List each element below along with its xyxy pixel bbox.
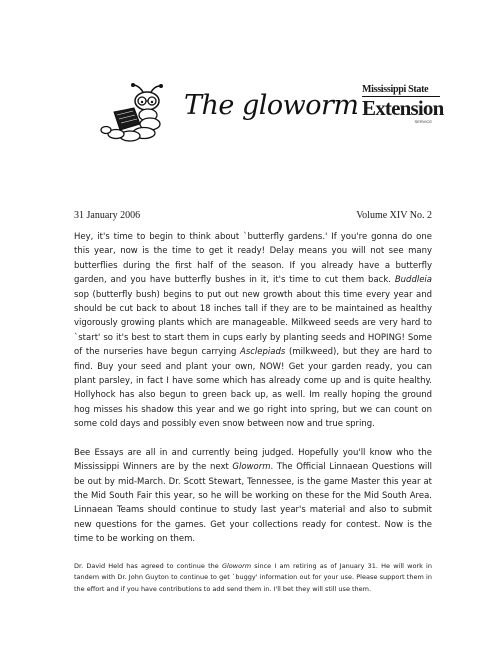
- newsletter-title: The gloworm: [184, 90, 359, 121]
- issue-info: [74, 210, 432, 221]
- paragraph-new-editor: Dr. David Held has agreed to continue the Gloworm since I am retiring as of January 31. He will work in tandem with Dr. John Guyton to continue to get `buggy' information out for your use. Please support them in the effort and if you have contributions to add send them in. I'll bet they will still use them.: [74, 561, 432, 594]
- paragraph-butterfly-gardens: Hey, it's time to begin to think about `butterfly gardens.' If you're gonna do one this year, now is the time to get it ready! Delay means you will not see many butterflies during the first half of the season. If you already have a butterfly garden, and you have butterfly bushes in it, it's time to cut them back. Buddleia sop (butterfly bush) begins to put out new growth about this time every year and should be cut back to about 18 inches tall if they are to be maintained as healthy vigorously growing plants which are manageable. Milkweed seeds are very hard to `start' so it's best to start them in cups early by planting seeds and HOPING! Some of the nurseries have begun carrying Asclepiads (milkweed), but they are hard to find. Buy your seed and plant your own, NOW! Get your garden ready, you can plant parsley, in fact I have some which has already come up and is quite healthy. Hollyhock has also begun to green back up, as well. Im really hoping the ground hog misses his shadow this year and we go right into spring, but we can count on some cold days and possibly even snow between now and true spring.: [74, 232, 432, 430]
- logo-service: SERVICE: [414, 119, 432, 124]
- logo-extension: Extension: [362, 96, 444, 120]
- article-body: [74, 230, 432, 596]
- paragraph-bee-essays: Bee Essays are all in and currently being judged. Hopefully you'll know who the Mississippi Winners are by the next Gloworm. The Official Linnaean Questions will be out by mid-March. Dr. Scott Stewart, Tennessee, is the game Master this year at the Mid South Fair this year, so he will be working on these for the Mid South Area. Linnaean Teams should continue to study last year's material and also to submit new questions for the games. Get your collections ready for contest. Now is the time to be working on them.: [74, 447, 432, 545]
- logo-university: Mississippi State: [362, 84, 440, 97]
- masthead: [100, 82, 480, 142]
- bookworm-reading-icon: [100, 82, 180, 142]
- extension-logo: [362, 84, 452, 140]
- issue-volume: Volume XIV No. 2: [356, 210, 432, 221]
- issue-date: 31 January 2006: [74, 210, 141, 221]
